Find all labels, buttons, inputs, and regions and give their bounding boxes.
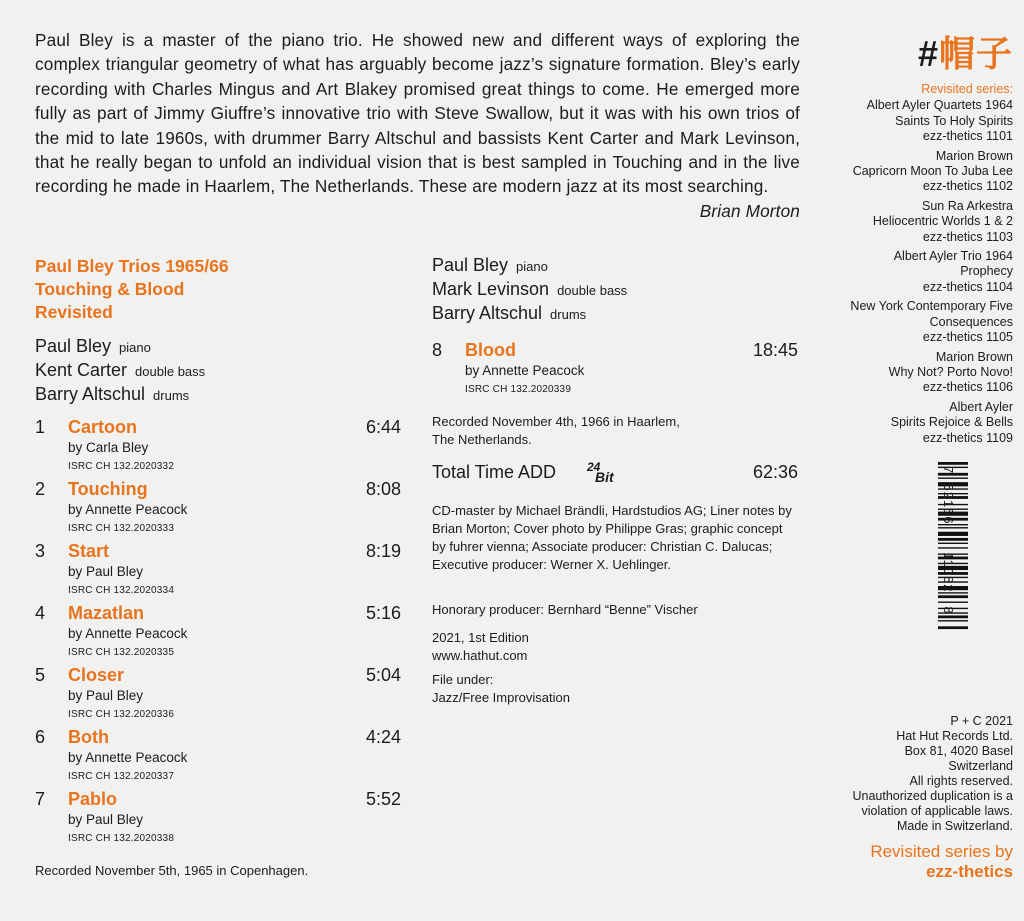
series-item: Sun Ra Arkestra Heliocentric Worlds 1 & 2 ezz-thetics 1103 [872, 198, 1013, 244]
series-item: New York Contemporary Five Consequences ezz-thetics 1105 [850, 299, 1013, 345]
musician: Paul Bley piano [35, 336, 151, 356]
total-time-label: Total Time ADD [432, 462, 557, 482]
bit-logo-number: 24 [587, 460, 601, 474]
label-logo [918, 26, 1013, 77]
footer-line2: ezz-thetics [926, 862, 1013, 881]
intro-author: Brian Morton [699, 200, 800, 221]
file-under: File under: Jazz/Free Improvisation [432, 672, 570, 705]
intro-paragraph [35, 28, 800, 223]
track-row: 3 Start 8:19 by Paul Bley ISRC CH 132.2020334 [35, 541, 401, 596]
musician: Barry Altschul drums [35, 384, 190, 404]
lineup-1965 [35, 335, 205, 407]
track-row: 2 Touching 8:08 by Annette Peacock ISRC CH 132.2020333 [35, 479, 401, 534]
series-heading: Revisited series: [921, 82, 1013, 96]
musician: Barry Altschul drums [432, 303, 587, 323]
series-list [850, 82, 1013, 446]
edition-info [432, 629, 529, 665]
edition: 2021, 1st Edition [432, 630, 529, 645]
website-link[interactable]: www.hathut.com [432, 648, 528, 663]
footer-line1: Revisited series by [870, 842, 1013, 861]
credits: CD-master by Michael Brändli, Hardstudios AG; Liner notes by Brian Morton; Cover photo by Philippe Gras; graphic concept by fuhrer vienna; Associate producer: Christian C. Dalucas; Executive producer: Werner X. Uehlinger. [432, 503, 792, 572]
series-item: Albert Ayler Trio 1964 Prophecy ezz-thetics 1104 [893, 249, 1013, 294]
lineup-1966 [432, 254, 627, 326]
series-item: Marion Brown Capricorn Moon To Juba Lee ezz-thetics 1102 [852, 148, 1013, 194]
footer-brand [870, 842, 1013, 882]
track-row: 6 Both 4:24 by Annette Peacock ISRC CH 132.2020337 [35, 727, 401, 782]
bit-logo-word: Bit [595, 469, 614, 485]
total-time-row [432, 462, 798, 490]
barcode-digits: 7 52156 11082 8 [941, 466, 956, 615]
album-title-line1: Paul Bley Trios 1965/66 [35, 256, 229, 276]
logo-chars: 帽子 [938, 33, 1013, 74]
recorded-note-1965: Recorded November 5th, 1965 in Copenhagen. [35, 863, 309, 878]
intro-text: Paul Bley is a master of the piano trio. He showed new and different ways of exploring the complex triangular geometry of what has arguably become jazz’s signature formation. Bley’s early recording with Charles Mingus and Art Blakey promised great things to come. He emerged more fully as part of Jimmy Giuffre’s innovative trio with Steve Swallow, but it was with his own trios of the mid to late 1960s, with drummer Barry Altschul and bassists Kent Carter and Mark Levinson, that he really began to unfold an individual vision that is best sampled in Touching and in the live recording he made in Haarlem, The Netherlands. These are modern jazz at its most searching. [35, 30, 800, 197]
musician: Paul Bley piano [432, 255, 548, 275]
musician: Mark Levinson double bass [432, 279, 628, 299]
album-title [35, 255, 229, 324]
track-row: 4 Mazatlan 5:16 by Annette Peacock ISRC CH 132.2020335 [35, 603, 401, 658]
track-row: 5 Closer 5:04 by Paul Bley ISRC CH 132.2020336 [35, 665, 401, 720]
album-title-line3: Revisited [35, 302, 113, 322]
track-row: 7 Pablo 5:52 by Paul Bley ISRC CH 132.2020338 [35, 789, 401, 844]
track-row: 8 Blood 18:45 by Annette Peacock ISRC CH 132.2020339 [432, 340, 798, 395]
logo-hash: # [917, 33, 939, 74]
track-row: 1 Cartoon 6:44 by Carla Bley ISRC CH 132.2020332 [35, 417, 401, 472]
musician: Kent Carter double bass [35, 360, 206, 380]
series-item: Albert Ayler Spirits Rejoice & Bells ezz-thetics 1109 [890, 399, 1013, 445]
honorary-producer: Honorary producer: Bernhard “Benne” Vischer [432, 602, 698, 617]
series-item: Marion Brown Why Not? Porto Novo! ezz-thetics 1106 [888, 349, 1013, 395]
recorded-note-1966: Recorded November 4th, 1966 in Haarlem, The Netherlands. [432, 414, 680, 447]
series-item: Albert Ayler Quartets 1964 Saints To Holy Spirits ezz-thetics 1101 [866, 98, 1013, 144]
album-title-line2: Touching & Blood [35, 279, 185, 299]
total-time-value: 62:36 [752, 462, 798, 482]
legal-notice: P + C 2021 Hat Hut Records Ltd. Box 81, 4020 Basel Switzerland All rights reserved. Unauthorized duplication is a violation of applicable laws. Made in Switzerland. [852, 714, 1013, 833]
